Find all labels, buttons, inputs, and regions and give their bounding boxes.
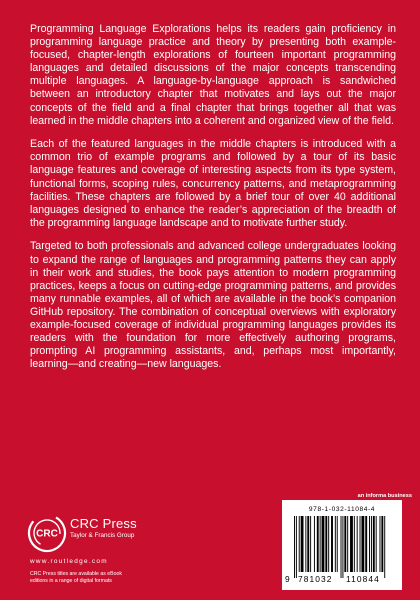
barcode-bar: [320, 516, 321, 572]
barcode-bar: [347, 516, 348, 572]
barcode-bar: [354, 516, 355, 572]
barcode-bar: [335, 516, 336, 572]
barcode-bar: [360, 516, 361, 572]
book-description: [30, 23, 396, 382]
barcode-bar: [381, 516, 383, 572]
isbn-barcode: [282, 500, 402, 590]
crc-logo-text: CRC: [36, 528, 58, 540]
barcode-first-digit: 9: [285, 574, 290, 584]
barcode-left-digits: 781032: [298, 574, 333, 584]
barcode-bar: [296, 516, 297, 578]
publisher-name: CRC Press: [70, 516, 137, 531]
isbn-number: 978-1-032-11084-4: [308, 506, 376, 513]
barcode-bar: [350, 516, 353, 572]
barcode-right-digits: 110844: [346, 574, 380, 584]
barcode-bar: [314, 516, 315, 572]
description-paragraph-3: Targeted to both professionals and advanced college undergraduates looking to expand the range of languages and programming patterns they can apply in their work and studies, the book pays attention to modern programming practices, keeps a focus on cutting-edge programming patterns, and provides many runnable examples, all of which are available in the book’s companion GitHub repository. The combination of conceptual overviews with exploratory example-focused coverage of individual programming languages provides its readers with the foundation for more effectively authoring programs, prompting AI programming assistants, and, perhaps most importantly, learning—and creating—new languages.: [30, 240, 396, 371]
barcode-bar: [361, 516, 364, 572]
barcode-bar: [344, 516, 346, 572]
barcode-bar: [341, 516, 342, 578]
publisher-group: Taylor & Francis Group: [70, 532, 135, 539]
barcode-bar: [307, 516, 309, 572]
barcode-bar: [310, 516, 311, 572]
barcode-bar: [301, 516, 304, 572]
barcode-bar: [322, 516, 325, 572]
barcode-bar: [305, 516, 306, 572]
crc-logo-icon: [27, 513, 67, 553]
barcode-bar: [299, 516, 300, 572]
barcode-bar: [328, 516, 329, 572]
informa-tagline: an informa business: [357, 493, 412, 499]
barcode-bar: [325, 516, 327, 572]
barcode-bar: [376, 516, 377, 572]
description-paragraph-2: Each of the featured languages in the middle chapters is introduced with a common trio of example programs and followed by a tour of its basic language features and coverage of interesting aspects from its type system, functional forms, scoping rules, concurrency patterns, and metaprogramming facilities. These chapters are followed by a brief tour of over 40 additional languages designed to enhance the reader’s appreciation of the breadth of the programming language landscape and to motivate further study.: [30, 138, 396, 229]
barcode-bar: [380, 516, 381, 572]
barcode-bar: [337, 516, 338, 572]
barcode-bar: [365, 516, 367, 572]
description-paragraph-1: Programming Language Explorations helps its readers gain proficiency in programming language practice and theory by presenting both example-focused, chapter-length explorations of fourteen important programming languages and detailed discussions of the major concepts transcending multiple languages. A language-by-language approach is sandwiched between an introductory chapter that motivates and lays out the major concepts of the field and a final chapter that brings together all that was learned in the middle chapters into a coherent and organized view of the field.: [30, 23, 396, 127]
ebook-note: CRC Press titles are available as eBook editions in a range of digital formats: [30, 571, 122, 584]
barcode-bar: [357, 516, 358, 572]
barcode-bar: [369, 516, 370, 572]
barcode-bar: [384, 516, 385, 578]
barcode-bar: [342, 516, 343, 578]
barcode-bar: [371, 516, 372, 572]
barcode-bars: [292, 516, 392, 578]
barcode-bar: [373, 516, 375, 572]
barcode-bar: [317, 516, 319, 572]
barcode-bar: [331, 516, 333, 572]
barcode-bar: [294, 516, 295, 578]
publisher-website[interactable]: www.routledge.com: [30, 558, 108, 565]
